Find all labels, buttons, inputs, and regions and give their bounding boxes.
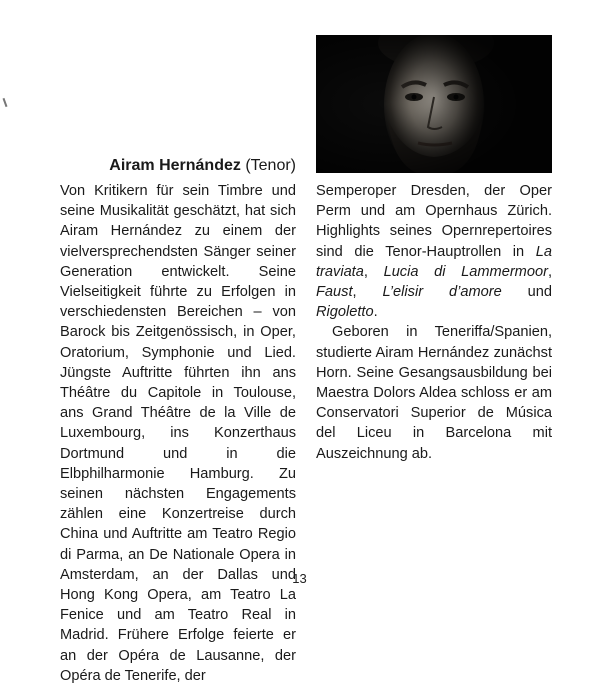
scan-mark <box>3 98 8 107</box>
opera-title: Faust <box>316 284 353 301</box>
artist-heading <box>60 156 296 176</box>
artist-role: (Tenor) <box>245 157 296 174</box>
separator: . <box>373 304 378 321</box>
opera-title: Lucia di Lammermoor <box>383 263 548 280</box>
biography-paragraph-continued <box>316 181 552 322</box>
separator: , <box>363 263 384 280</box>
opera-title: La traviata <box>316 243 552 280</box>
text-run: Semperoper Dresden, der Oper Perm und am Opernhaus Zürich. Highlights seines Opernrepertoires sind die Tenor-Hauptrollen in <box>316 183 552 260</box>
opera-title: Rigoletto <box>316 304 374 321</box>
artist-name: Airam Hernández <box>109 157 241 174</box>
artist-portrait <box>316 35 552 173</box>
biography-paragraph: Von Kritikern für sein Timbre und seine Musikalität geschätzt, hat sich Airam Hernández zu einem der vielversprechendsten Sänger seiner Generation entwickelt. Seine Vielseitigkeit führte zu Erfolgen in verschiedensten Bereichen – von Barock bis Zeitgenössisch, in Oper, Oratorium, Symphonie und Lied. Jüngste Auftritte führten ihn ans Théâtre du Capitole in Toulouse, ans Grand Théâtre de la Ville de Luxembourg, ins Konzerthaus Dortmund und in die Elbphilharmonie Hamburg. Zu seinen nächsten Engagements zählen eine Konzertreise durch China und Auftritte am Teatro Regio di Parma, an De Nationale Opera in Amsterdam, an der Dallas und Hong Kong Opera, am Teatro La Fenice und am Teatro Real in Madrid. Frühere Erfolge feierte er an der Opéra de Lausanne, der Opéra de Tenerife, der <box>60 183 296 684</box>
biography-paragraph: Geboren in Teneriffa/Spanien, studierte Airam Hernández zunächst Horn. Seine Gesangsausbildung bei Maestra Dolors Aldea schloss er am Conservatori Superior de Música del Liceu in Barcelona mit Auszeichnung ab. <box>316 324 552 462</box>
biography-left-column <box>60 181 296 686</box>
page-number: 13 <box>292 571 307 586</box>
separator: und <box>501 284 553 301</box>
separator: , <box>547 263 552 280</box>
separator: , <box>352 284 383 301</box>
biography-right-column <box>316 181 552 464</box>
opera-title: L’elisir d’amore <box>382 284 502 301</box>
